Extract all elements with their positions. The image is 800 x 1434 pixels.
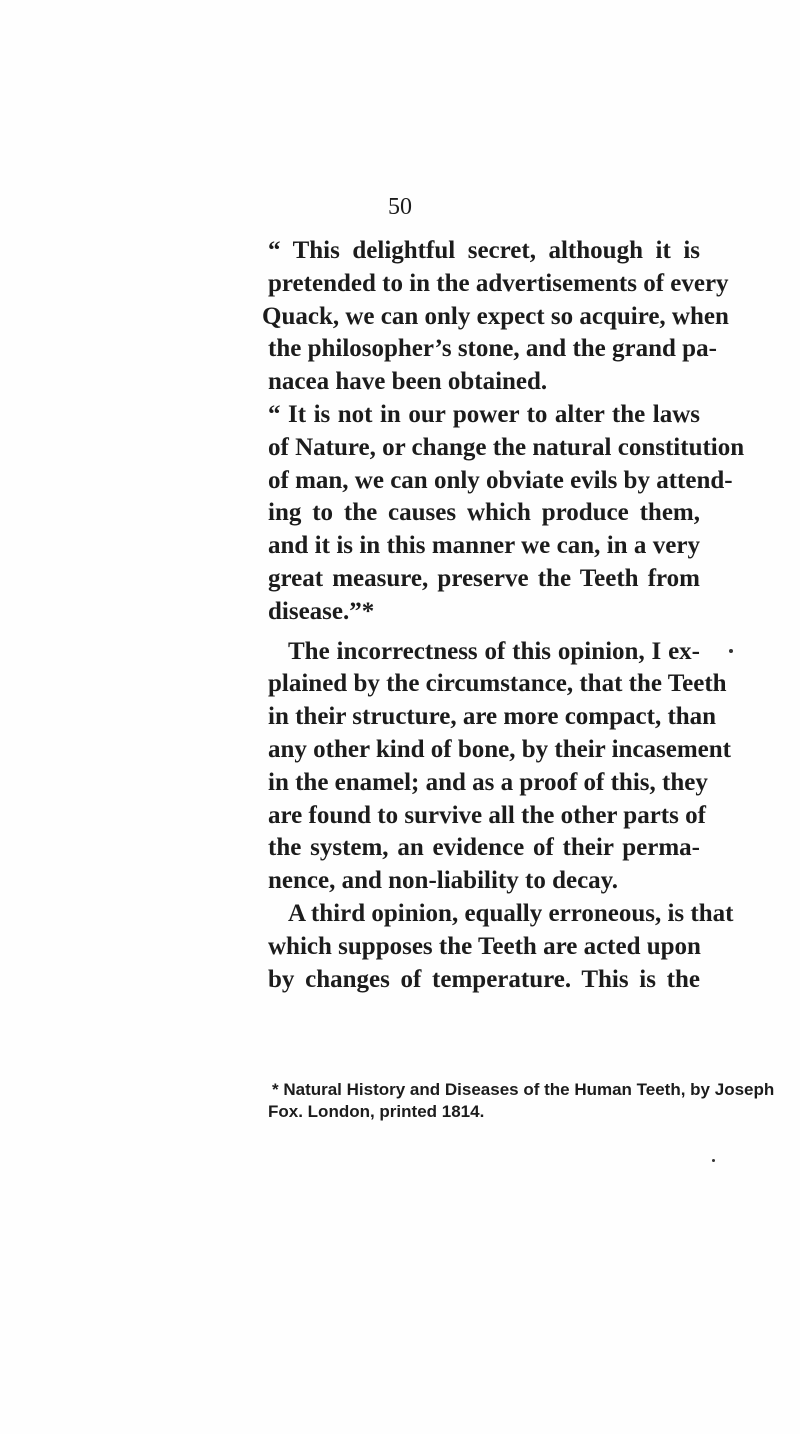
footnote-line: * Natural History and Diseases of the Human Teeth, by Joseph [272, 1080, 775, 1099]
text-line: “ It is not in our power to alter the laws [268, 400, 700, 428]
text-line: of man, we can only obviate evils by attend- [268, 466, 733, 494]
text-line: in their structure, are more compact, than [268, 703, 717, 731]
text-line: nacea have been obtained. [268, 368, 548, 396]
text-line: “ This delightful secret, although it is [268, 237, 700, 264]
text-line: plained by the circumstance, that the Teeth [268, 670, 727, 698]
text-line: any other kind of bone, by their incasement [268, 735, 732, 763]
text-line: are found to survive all the other parts of [268, 801, 706, 829]
text-line: of Nature, or change the natural constitution [268, 433, 745, 461]
text-line: The incorrectness of this opinion, I ex- [288, 637, 700, 665]
paper-speck [712, 1159, 715, 1162]
text-line: disease.”* [268, 597, 375, 625]
text-line: pretended to in the advertisements of every [268, 269, 729, 297]
text-line: the philosopher’s stone, and the grand pa- [268, 335, 717, 363]
text-line: A third opinion, equally erroneous, is that [288, 899, 734, 927]
text-line: in the enamel; and as a proof of this, they [268, 768, 708, 796]
body-text [262, 235, 745, 996]
text-line: great measure, preserve the Teeth from [268, 564, 700, 592]
footnote-line: Fox. London, printed 1814. [268, 1102, 485, 1121]
text-line: the system, an evidence of their perma- [268, 834, 700, 862]
paragraph [268, 399, 745, 629]
paragraph [262, 235, 729, 399]
text-line: ing to the causes which produce them, [268, 499, 700, 527]
paragraph [268, 636, 732, 898]
paragraph [268, 898, 734, 996]
page-number: 50 [388, 194, 412, 220]
footnote [268, 1079, 775, 1123]
text-line: and it is in this manner we can, in a very [268, 532, 700, 560]
paper-speck [729, 649, 733, 653]
text-line: nence, and non-liability to decay. [268, 867, 619, 895]
text-line: Quack, we can only expect so acquire, when [262, 302, 729, 330]
text-line: which supposes the Teeth are acted upon [268, 932, 701, 960]
text-line: by changes of temperature. This is the [268, 965, 700, 993]
